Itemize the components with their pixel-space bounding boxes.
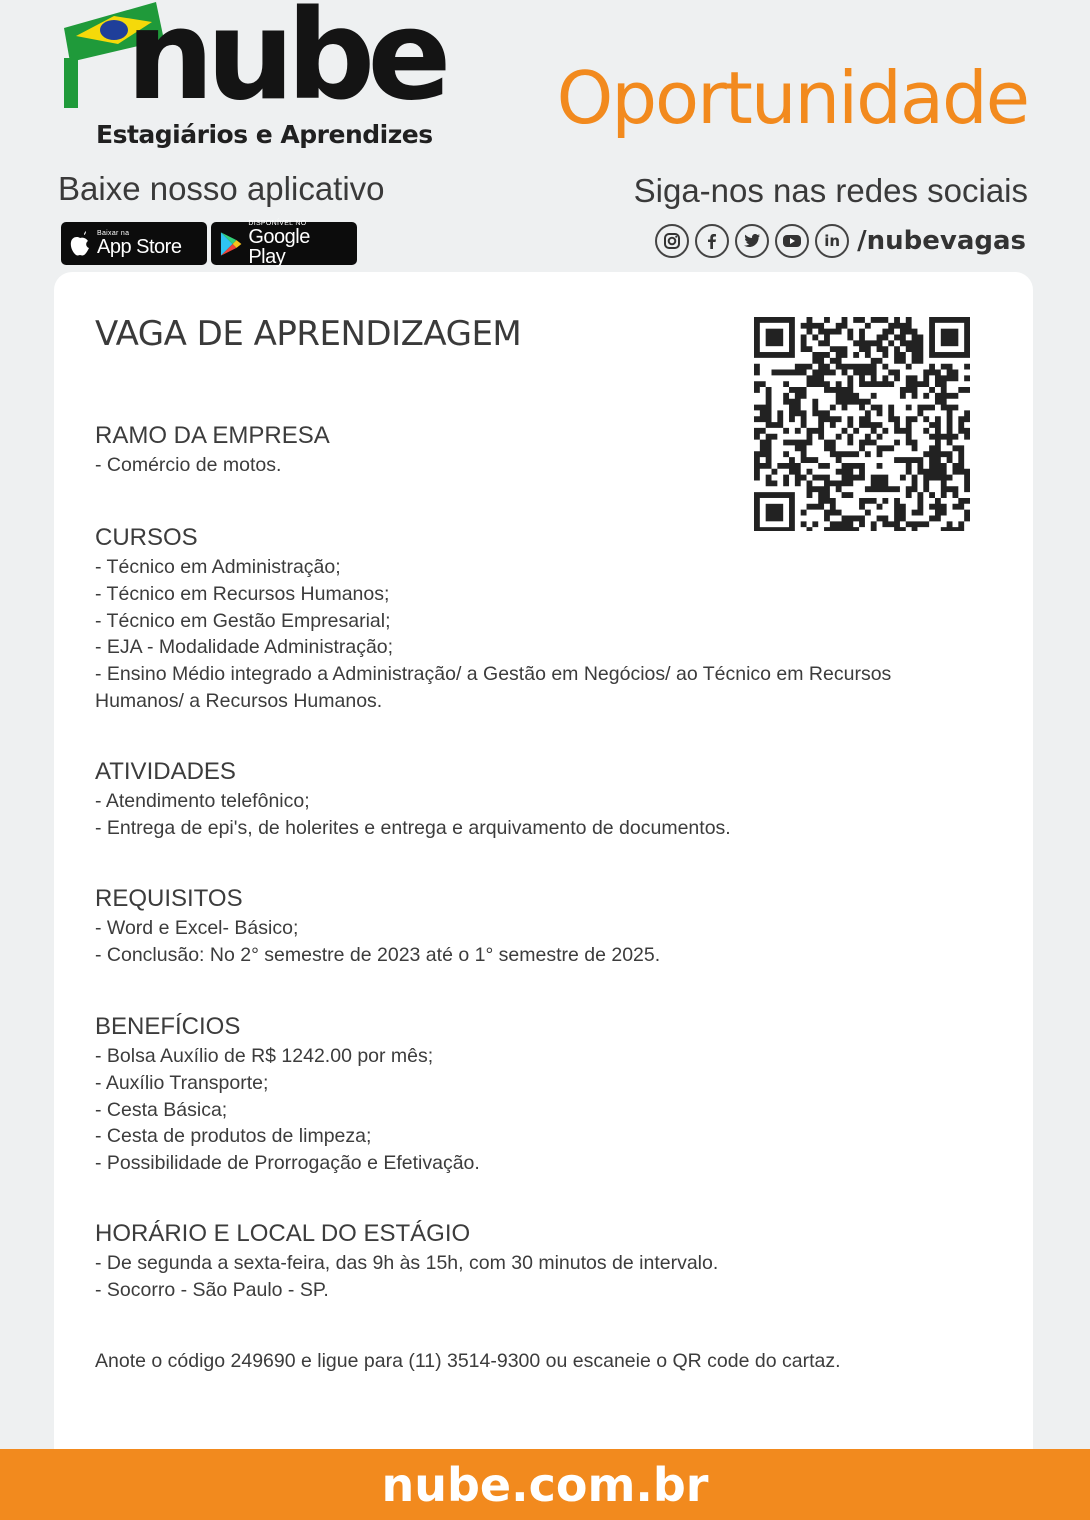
social-links xyxy=(655,224,1026,258)
section-cursos xyxy=(95,522,975,715)
app-store-small-label: Baixar na xyxy=(97,230,130,237)
logo-wordmark: nube xyxy=(126,0,444,128)
section-ramo xyxy=(95,420,975,479)
linkedin-icon[interactable]: in xyxy=(815,224,849,258)
google-play-small-label: DISPONÍVEL NO xyxy=(248,220,307,227)
logo-tagline: Estagiários e Aprendizes xyxy=(96,120,433,149)
section-atividades xyxy=(95,756,975,842)
section-line: - Auxílio Transporte; xyxy=(95,1071,269,1094)
section-heading: BENEFÍCIOS xyxy=(95,1013,241,1040)
section-line: - Técnico em Administração; xyxy=(95,556,341,578)
section-heading: ATIVIDADES xyxy=(95,758,236,785)
google-play-button[interactable] xyxy=(211,220,357,268)
social-handle[interactable]: /nubevagas xyxy=(857,226,1026,256)
twitter-icon[interactable] xyxy=(735,224,769,258)
section-heading: REQUISITOS xyxy=(95,885,243,912)
store-buttons xyxy=(61,220,357,268)
headline: Oportunidade xyxy=(556,56,1028,140)
section-line: - Ensino Médio integrado a Administração/ a Gestão em Negócios/ ao Técnico em Recursos xyxy=(95,663,892,686)
section-line: - Possibilidade de Prorrogação e Efetivação. xyxy=(95,1152,480,1175)
section-heading: CURSOS xyxy=(95,524,198,551)
job-title: VAGA DE APRENDIZAGEM xyxy=(95,314,522,354)
section-line: - De segunda a sexta-feira, das 9h às 15h, com 30 minutos de intervalo. xyxy=(95,1252,719,1274)
section-requisitos xyxy=(95,883,975,969)
section-heading: RAMO DA EMPRESA xyxy=(95,422,330,449)
section-heading: HORÁRIO E LOCAL DO ESTÁGIO xyxy=(95,1220,471,1247)
section-line: - EJA - Modalidade Administração; xyxy=(95,636,394,659)
section-line: - Entrega de epi's, de holerites e entrega e arquivamento de documentos. xyxy=(95,816,731,839)
app-download-label: Baixe nosso aplicativo xyxy=(58,170,385,207)
google-play-icon xyxy=(219,231,242,257)
youtube-icon[interactable] xyxy=(775,224,809,258)
section-line: - Técnico em Gestão Empresarial; xyxy=(95,609,391,632)
section-line: Humanos/ a Recursos Humanos. xyxy=(95,689,383,712)
section-line: - Conclusão: No 2° semestre de 2023 até o 1° semestre de 2025. xyxy=(95,943,661,966)
section-line: - Socorro - São Paulo - SP. xyxy=(95,1278,329,1301)
job-card xyxy=(54,272,1033,1472)
section-line: - Cesta de produtos de limpeza; xyxy=(95,1125,372,1148)
section-line: - Cesta Básica; xyxy=(95,1098,228,1121)
section-beneficios xyxy=(95,1011,975,1177)
section-horario xyxy=(95,1218,975,1304)
section-line: - Comércio de motos. xyxy=(95,454,282,476)
app-store-label: App Store xyxy=(97,236,182,258)
app-store-button[interactable] xyxy=(61,222,207,265)
google-play-label: Google Play xyxy=(248,226,310,268)
section-line: - Word e Excel- Básico; xyxy=(95,917,299,939)
contact-note: Anote o código 249690 e ligue para (11) 3514-9300 ou escaneie o QR code do cartaz. xyxy=(95,1350,841,1372)
nube-logo xyxy=(56,0,444,160)
section-line: - Técnico em Recursos Humanos; xyxy=(95,582,390,605)
section-line: - Atendimento telefônico; xyxy=(95,790,310,812)
website-link[interactable]: nube.com.br xyxy=(381,1457,709,1512)
apple-icon xyxy=(69,231,91,257)
instagram-icon[interactable] xyxy=(655,224,689,258)
facebook-icon[interactable] xyxy=(695,224,729,258)
footer-banner xyxy=(0,1449,1090,1520)
section-line: - Bolsa Auxílio de R$ 1242.00 por mês; xyxy=(95,1045,434,1067)
social-label: Siga-nos nas redes sociais xyxy=(633,172,1028,209)
